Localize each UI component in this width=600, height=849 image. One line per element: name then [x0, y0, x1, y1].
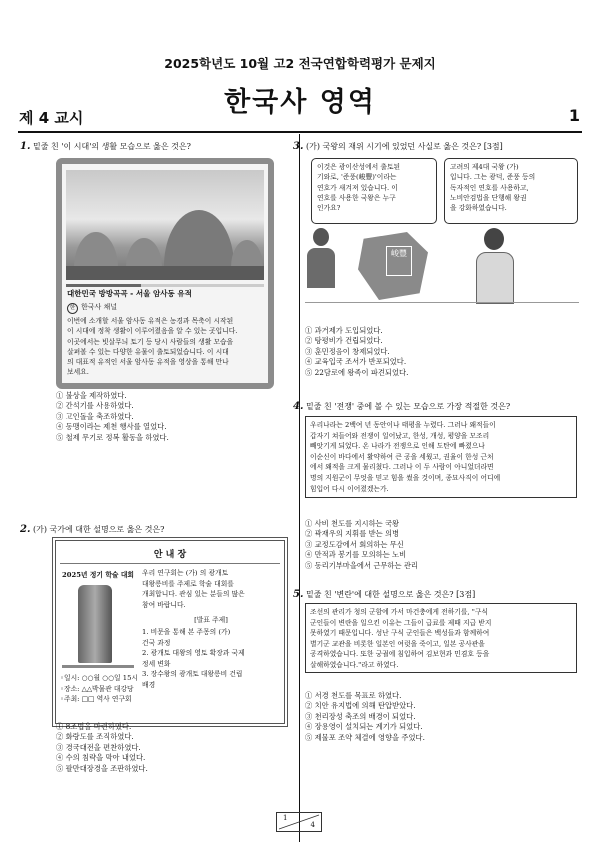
choice-3[interactable]: ③ 고인돌을 축조하였다. — [56, 411, 134, 421]
left-speech-bubble: 이것은 광이산성에서 출토된 기와로, '준풍(峻豐)'이라는 연호가 새겨져 있습니다. 이 연호를 사용한 국왕은 누구 인가요? — [311, 158, 437, 224]
question-2-choices — [56, 722, 148, 774]
q4-passage: 우리나라는 2백여 년 동안이나 태평을 누렸다. 그러나 왜적들이 갑자기 쳐들어와 전쟁이 일어났고, 한성, 개성, 평양을 모조리 빼앗기게 되었다. 온 나라가 전쟁으로 인해 도탄에 빠졌으나 이순신이 바다에서 활약하여 큰 공을 세웠고, 권율이 한성 근처 에서 왜적을 크게 물리쳤다. 그러나 이 두 사람이 아니었더라면 명의 지원군이 무엇을 믿고 힘을 썼을 것이며, 종묘사직이 어디에 힘입어 다시 이어졌겠는가. — [305, 416, 577, 498]
choice-5[interactable]: ⑤ 철제 무기로 정복 활동을 하였다. — [56, 432, 169, 442]
choice-1[interactable]: ① 과거제가 도입되었다. — [305, 326, 383, 335]
question-2-stem: 2. (가) 국가에 대한 설명으로 옳은 것은? — [20, 524, 165, 535]
event-info: ◦일시: ○○월 ○○일 15시 ◦장소: △△박물관 대강당 ◦주최: □□ 역사 연구회 — [60, 674, 138, 704]
question-5-stem: 5. 밑줄 친 '변란'에 대한 설명으로 옳은 것은? [3점] — [293, 589, 476, 600]
video-description: 이번에 소개할 서울 암사동 유적은 농경과 목축이 시작된 이 시대에 정착 생활이 이루어졌음을 알 수 있는 곳입니다. 이곳에서는 빗살무늬 토기 등 당시 사람들의 생활 모습을 살펴볼 수 있는 다양한 유물이 출토되었습니다. 이 시대 의 대표적 유적인 서울 암사동 유적을 영상을 통해 만나 보세요. — [67, 317, 238, 377]
choice-3[interactable]: ③ 교정도감에서 회의하는 무신 — [305, 539, 404, 549]
page-number: 1 — [568, 106, 580, 125]
choice-4[interactable]: ④ 교육입국 조서가 반포되었다. — [305, 357, 407, 367]
channel-icon: 한 — [67, 303, 78, 314]
notice-frame — [52, 537, 288, 727]
choice-1[interactable]: ① 8조법을 마련하였다. — [56, 722, 132, 731]
man-illustration — [305, 228, 337, 288]
choice-5[interactable]: ⑤ 22담로에 왕족이 파견되었다. — [305, 367, 409, 377]
footer-total: 4 — [310, 821, 315, 829]
video-channel: 한 한국사 채널 — [67, 302, 117, 314]
notice-title: 안 내 장 — [153, 550, 187, 560]
choice-5[interactable]: ⑤ 동리기부마을에서 근무하는 관리 — [305, 560, 418, 570]
choice-4[interactable]: ④ 장용영이 설치되는 계기가 되었다. — [305, 722, 423, 732]
question-3-choices — [305, 326, 408, 378]
event-title: 2025년 정기 학술 대회 — [62, 571, 134, 579]
video-frame-image — [66, 170, 264, 280]
question-3-stem: 3. (가) 국왕의 재위 시기에 있었던 사실로 옳은 것은? [3점] — [293, 141, 503, 152]
choice-3[interactable]: ③ 천리장성 축조의 배경이 되었다. — [305, 711, 416, 721]
question-1-stem: 1. 밑줄 친 '이 시대'의 생활 모습으로 옳은 것은? — [20, 141, 191, 152]
choice-1[interactable]: ① 사비 천도를 지시하는 국왕 — [305, 519, 400, 528]
topics-list: 1. 비문을 통해 본 주몽의 (가) 건국 과정 2. 광개토 대왕의 영토 확장과 국제 정세 변화 3. 장수왕의 광개토 대왕릉비 건립 배경 — [142, 628, 245, 689]
choice-2[interactable]: ② 탕평비가 건립되었다. — [305, 336, 383, 346]
period-label: 제 4 교시 — [19, 109, 84, 127]
video-progress-bar[interactable] — [66, 284, 264, 287]
tile-inscription: 峻豐 — [386, 246, 412, 276]
choice-5[interactable]: ⑤ 팔만대장경을 조판하였다. — [56, 763, 148, 773]
exam-title: 2025학년도 10월 고2 전국연합학력평가 문제지 — [164, 56, 436, 71]
subject-title: 한국사 영역 — [224, 87, 376, 118]
right-speech-bubble: 고려의 제4대 국왕 (가) 입니다. 그는 광덕, 준풍 등의 독자적인 연호를 사용하고, 노비안검법을 단행해 왕권 을 강화하였습니다. — [444, 158, 578, 224]
question-5-choices — [305, 691, 425, 743]
topics-title: [발표 주제] — [194, 616, 228, 624]
video-caption: 대한민국 방방곡곡 - 서울 암사동 유적 — [67, 289, 192, 298]
choice-2[interactable]: ② 곽재우의 지휘를 받는 의병 — [305, 529, 400, 539]
question-4-choices — [305, 519, 418, 571]
notice-intro: 우리 연구회는 (가) 의 광개토 대왕릉비를 주제로 학술 대회를 개최합니다. 관심 있는 분들의 많은 참여 바랍니다. — [142, 569, 245, 609]
choice-3[interactable]: ③ 경국대전을 편찬하였다. — [56, 742, 141, 752]
page-indicator — [276, 812, 322, 832]
choice-4[interactable]: ④ 동맹이라는 제천 행사를 열었다. — [56, 422, 167, 432]
header-rule — [18, 131, 582, 133]
woman-illustration — [474, 228, 514, 302]
question-4-stem: 4. 밑줄 친 '전쟁' 중에 볼 수 있는 모습으로 가장 적절한 것은? — [293, 401, 511, 412]
choice-1[interactable]: ① 불상을 제작하였다. — [56, 391, 127, 400]
stele-image — [78, 585, 112, 663]
choice-3[interactable]: ③ 훈민정음이 창제되었다. — [305, 346, 390, 356]
choice-4[interactable]: ④ 수의 침략을 막아 내었다. — [56, 753, 146, 763]
video-player[interactable] — [56, 158, 274, 389]
choice-1[interactable]: ① 서경 천도를 목표로 하였다. — [305, 691, 402, 700]
question-1-choices — [56, 391, 169, 443]
choice-4[interactable]: ④ 만적과 봉기를 모의하는 노비 — [305, 550, 407, 560]
footer-page: 1 — [283, 814, 288, 822]
choice-2[interactable]: ② 간석기를 사용하였다. — [56, 401, 134, 411]
q5-passage: 조선의 관리가 청의 군함에 가서 마건충에게 전하기를, "구식 군인들이 변란을 일으킨 이유는 그들이 급료를 제때 지급 받지 못하였기 때문입니다. 성난 구식 군인들은 백성들과 함께하여 별기군 교관을 비롯한 일본인 여럿을 죽이고, 일본 공사관을 공격하였습니다. 또한 궁궐에 침입하여 김보현과 민겸호 등을 살해하였습니다."라고 하였다. — [305, 603, 577, 673]
choice-2[interactable]: ② 화랑도를 조직하였다. — [56, 732, 134, 742]
column-divider — [299, 134, 300, 842]
choice-5[interactable]: ⑤ 제물포 조약 체결에 영향을 주었다. — [305, 732, 425, 742]
choice-2[interactable]: ② 치안 유지법에 의해 탄압받았다. — [305, 701, 416, 711]
